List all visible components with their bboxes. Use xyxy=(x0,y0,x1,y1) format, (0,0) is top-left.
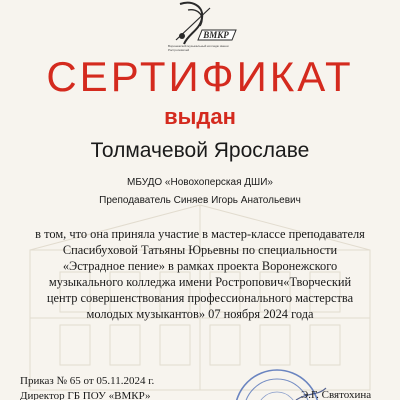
college-logo xyxy=(158,0,248,50)
issued-label: выдан xyxy=(164,104,236,129)
body-line: Спасибуховой Татьяны Юрьевны по специальности xyxy=(62,243,338,257)
body-line: центр совершенствования профессионального мастерства xyxy=(46,291,354,305)
recipient-name: Толмачевой Ярославе xyxy=(90,139,310,162)
order-number: Приказ № 65 от 05.11.2024 г. xyxy=(20,375,155,387)
teacher-name: Преподаватель Синяев Игорь Анатольевич xyxy=(99,195,301,206)
body-line: в том, что она приняла участие в мастер-классе преподавателя xyxy=(35,227,365,241)
body-line: молодых музыкантов» 07 ноября 2024 года xyxy=(86,307,314,321)
organization-name: МБУДО «Новохоперская ДШИ» xyxy=(127,177,273,188)
body-line: «Эстрадное пение» в рамках проекта Воронежского xyxy=(62,259,338,273)
signer-name: Э.Г. Святохина xyxy=(301,389,372,400)
certificate-title: СЕРТИФИКАТ xyxy=(46,53,354,100)
director-title: Директор ГБ ПОУ «ВМКР» xyxy=(20,390,151,400)
certificate-body xyxy=(14,226,386,322)
body-line: музыкального колледжа имени Ростропович«Творческий xyxy=(48,275,352,289)
logo-caption: Воронежский музыкальный колледж имени Ростроповичей xyxy=(168,44,229,52)
logo-monogram: ВМКР xyxy=(203,30,229,40)
